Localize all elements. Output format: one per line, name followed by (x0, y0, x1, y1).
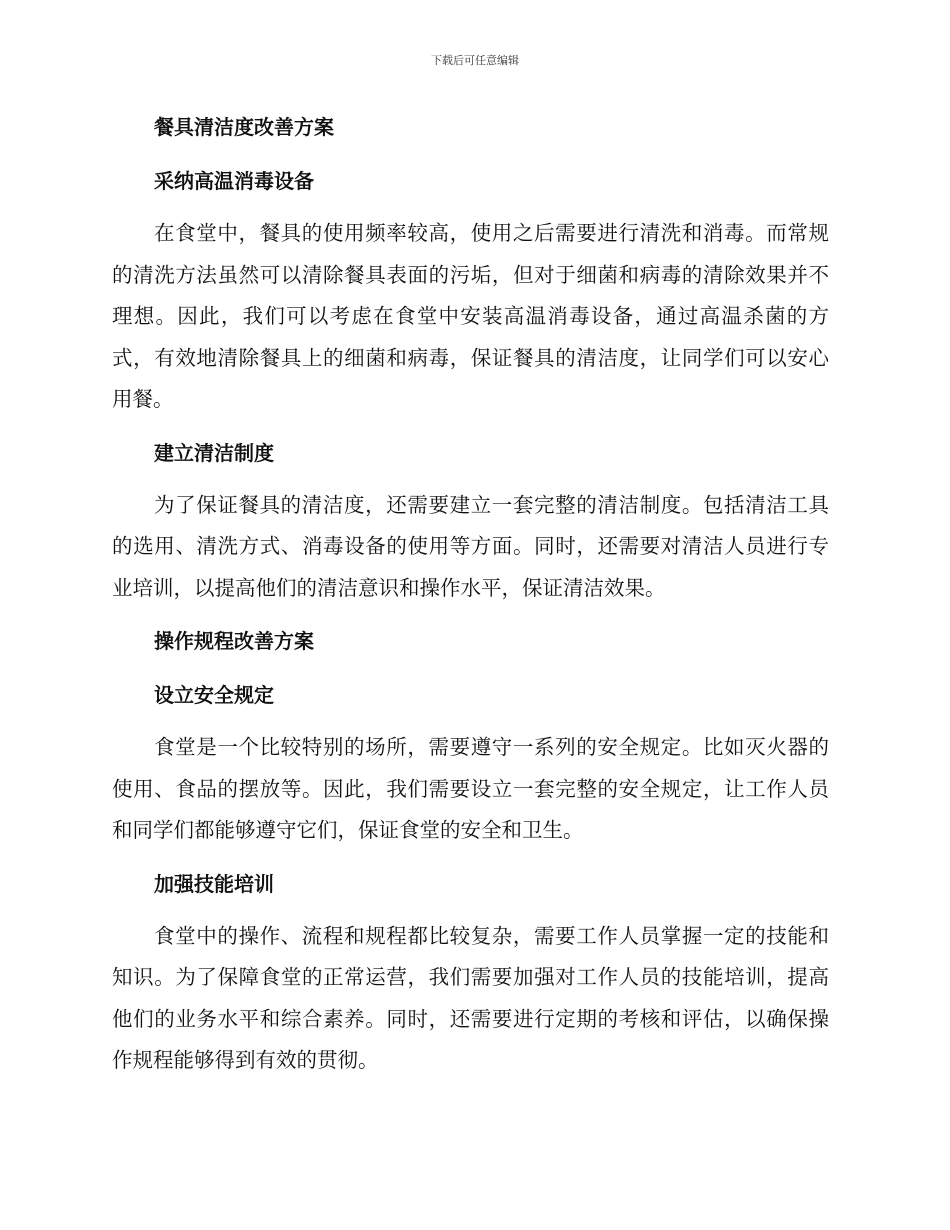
paragraph-safety-rules: 食堂是一个比较特别的场所，需要遵守一系列的安全规定。比如灭火器的使用、食品的摆放等。因此，我们需要设立一套完整的安全规定，让工作人员和同学们都能够遵守它们，保证食堂的安全和卫生。 (112, 735, 829, 842)
subheading-safety-rules: 设立安全规定 (154, 683, 274, 707)
subheading-high-temp-disinfection: 采纳高温消毒设备 (154, 169, 314, 193)
paragraph-skills-training: 食堂中的操作、流程和规程都比较复杂，需要工作人员掌握一定的技能和知识。为了保障食堂的正常运营，我们需要加强对工作人员的技能培训，提高他们的业务水平和综合素养。同时，还需要进行定期的考核和评估，以确保操作规程能够得到有效的贯彻。 (112, 923, 829, 1072)
paragraph-cleaning-system: 为了保证餐具的清洁度，还需要建立一套完整的清洁制度。包括清洁工具的选用、清洗方式、消毒设备的使用等方面。同时，还需要对清洁人员进行专业培训，以提高他们的清洁意识和操作水平，保证清洁效果。 (112, 492, 829, 600)
paragraph-high-temp-disinfection: 在食堂中，餐具的使用频率较高，使用之后需要进行清洗和消毒。而常规的清洗方法虽然可以清除餐具表面的污垢，但对于细菌和病毒的清除效果并不理想。因此，我们可以考虑在食堂中安装高温消毒设备，通过高温杀菌的方式，有效地清除餐具上的细菌和病毒，保证餐具的清洁度，让同学们可以安心用餐。 (112, 221, 829, 411)
section-heading-operating-procedures: 操作规程改善方案 (154, 629, 314, 653)
page-header: 下载后可任意编辑 (431, 54, 519, 67)
document-body (112, 108, 829, 1082)
subheading-cleaning-system: 建立清洁制度 (154, 440, 274, 465)
subheading-skills-training: 加强技能培训 (154, 871, 274, 896)
section-heading-tableware-cleanliness: 餐具清洁度改善方案 (154, 115, 334, 139)
